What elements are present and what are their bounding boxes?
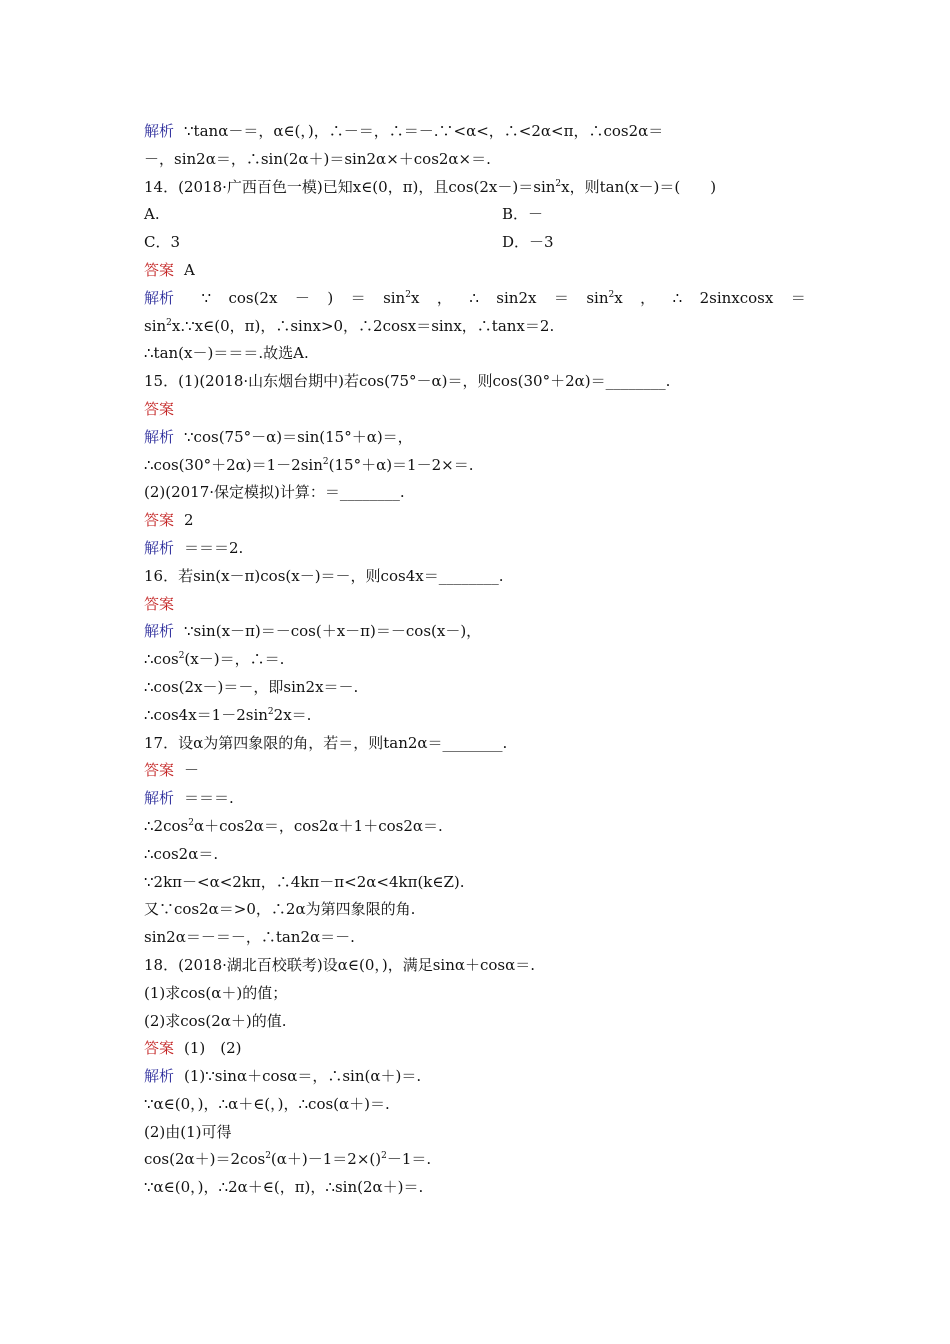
answer-label: 答案	[144, 399, 175, 418]
text-line	[144, 813, 806, 841]
line-text: (1)∵sinα＋cosα＝，∴sin(α＋)＝.	[184, 1067, 422, 1086]
text-line	[144, 563, 806, 591]
line-text: 2	[184, 511, 194, 530]
justified-token: ∴	[672, 288, 683, 307]
line-text: $\cos(2\alpha+)=2\cos^2(\alpha+)-1=2\times()^2-1=$.	[144, 1150, 432, 1169]
answer-label: 答案	[144, 761, 175, 780]
text-line	[144, 1119, 806, 1147]
line-text: ∵sin(x－π)＝－cos(＋x－π)＝－cos(x－)，	[184, 622, 482, 641]
text-line	[144, 757, 806, 785]
justified-token: 2sinxcosx	[699, 288, 774, 307]
text-line	[144, 952, 806, 980]
text-line	[144, 674, 806, 702]
line-text: A	[184, 260, 195, 279]
line-text: (2)求cos(2α＋)的值.	[144, 1011, 287, 1030]
text-line	[144, 313, 806, 341]
document-page	[144, 118, 806, 1202]
analysis-label: 解析	[144, 122, 175, 140]
text-line	[144, 702, 806, 730]
line-text: 16．若sin(x－π)cos(x－)＝－，则cos4x＝________.	[144, 566, 504, 585]
justified-token: ＝	[553, 288, 569, 307]
option-right: B．－	[502, 205, 544, 224]
text-line	[144, 285, 806, 313]
line-text: (2)由(1)可得	[144, 1122, 232, 1141]
line-text: ∵2kπ－<α<2kπ，∴4kπ－π<2α<4kπ(k∈Z).	[144, 872, 465, 891]
analysis-label: 解析	[144, 288, 175, 307]
analysis-label: 解析	[144, 1067, 175, 1086]
line-text: ∴cos2α＝.	[144, 844, 219, 863]
justified-token: $\sin^2x$	[383, 288, 420, 307]
line-text: ∵cos(75°－α)＝sin(15°＋α)＝，	[184, 427, 413, 446]
text-line	[144, 479, 806, 507]
analysis-label: 解析	[144, 427, 175, 446]
line-text: sin2α＝－＝－，∴tan2α＝－.	[144, 928, 355, 947]
analysis-label: 解析	[144, 622, 175, 641]
line-text: 14．(2018·广西百色一模)已知x∈(0，π)，且$\cos(2x-)=\sin^2x$，则tan(x－)＝( )	[144, 177, 717, 196]
text-line	[144, 535, 806, 563]
text-line	[144, 730, 806, 758]
text-line	[144, 257, 806, 285]
justified-token: ∵	[201, 288, 211, 307]
text-line	[144, 1146, 806, 1174]
line-text: $\therefore\cos^2(x-)=$，∴＝.	[144, 650, 285, 669]
line-text: ∵α∈(0，)，∴α＋∈(，)，∴cos(α＋)＝.	[144, 1094, 390, 1113]
text-line	[144, 1174, 806, 1202]
text-line	[144, 368, 806, 396]
justified-token: cos(2x	[228, 288, 278, 307]
justified-token: ，	[640, 288, 656, 307]
analysis-label: 解析	[144, 538, 175, 557]
justified-token: ＝	[790, 288, 806, 307]
justified-token: ∴	[469, 288, 479, 307]
justified-token: $\sin^2x$	[586, 288, 623, 307]
line-text: $\therefore\cos 4x=1-2\sin^22x=$.	[144, 705, 312, 724]
text-line	[144, 201, 806, 229]
answer-label: 答案	[144, 594, 175, 613]
line-text: ＝＝＝2.	[184, 538, 244, 557]
text-line	[144, 452, 806, 480]
text-line	[144, 340, 806, 368]
text-line	[144, 1035, 806, 1063]
text-line	[144, 924, 806, 952]
line-text: －	[184, 761, 200, 780]
line-text: 又∵cos2α＝>0，∴2α为第四象限的角.	[144, 900, 416, 919]
line-text: $\therefore\cos(30^\circ+2\alpha)=1-2\sin^2(15^\circ+\alpha)=1-2\times=$.	[144, 455, 474, 474]
text-line	[144, 841, 806, 869]
text-line	[144, 869, 806, 897]
justified-token: ，	[436, 288, 452, 307]
text-line	[144, 396, 806, 424]
justified-token: －	[294, 288, 310, 307]
text-line	[144, 591, 806, 619]
text-line	[144, 174, 806, 202]
text-line	[144, 1063, 806, 1091]
line-text: ∴tan(x－)＝＝＝.故选A.	[144, 344, 309, 363]
line-text: ∴cos(2x－)＝－，即sin2x＝－.	[144, 677, 359, 696]
line-text: $\therefore 2\cos^2\alpha+\cos 2\alpha=$，cos2α＋1＋cos2α＝.	[144, 816, 443, 835]
justified-token: ＝	[350, 288, 366, 307]
text-line	[144, 229, 806, 257]
line-text: $\sin^2x.\because x\in(0$，π)，∴sinx>0，∴2cosx＝sinx，∴tanx＝2.	[144, 316, 555, 335]
text-line	[144, 1008, 806, 1036]
line-text: (2)(2017·保定模拟)计算：＝________.	[144, 483, 405, 502]
answer-label: 答案	[144, 260, 175, 279]
line-text: 17．设α为第四象限的角，若＝，则tan2α＝________.	[144, 733, 508, 752]
justified-token: sin2x	[496, 288, 537, 307]
line-text: 15．(1)(2018·山东烟台期中)若cos(75°－α)＝，则cos(30°＋2α)＝________.	[144, 372, 671, 391]
text-line	[144, 146, 806, 174]
text-line	[144, 646, 806, 674]
analysis-label: 解析	[144, 789, 175, 808]
option-right: D．－3	[502, 233, 554, 252]
line-text: －，sin2α＝，∴sin(2α＋)＝sin2α×＋cos2α×＝.	[144, 149, 491, 168]
line-text: ∵α∈(0，)，∴2α＋∈(，π)，∴sin(2α＋)＝.	[144, 1178, 424, 1197]
text-line	[144, 1091, 806, 1119]
line-text: ∵tanα－＝，α∈(，)，∴－＝，∴＝－.∵<α<，∴<2α<π，∴cos2α＝	[184, 122, 664, 140]
text-line	[144, 896, 806, 924]
answer-label: 答案	[144, 1039, 175, 1058]
line-text: ＝＝＝.	[184, 789, 234, 808]
text-line	[144, 618, 806, 646]
line-text: (1)求cos(α＋)的值；	[144, 983, 288, 1002]
text-line	[144, 980, 806, 1008]
option-left: C．3	[144, 233, 181, 252]
line-text: 18．(2018·湖北百校联考)设α∈(0，)，满足sinα＋cosα＝.	[144, 955, 536, 974]
text-line	[144, 424, 806, 452]
text-line	[144, 507, 806, 535]
option-left: A.	[144, 205, 160, 224]
text-line	[144, 118, 806, 146]
text-line	[144, 785, 806, 813]
answer-label: 答案	[144, 511, 175, 530]
justified-token: )	[327, 288, 334, 307]
line-text: (1) (2)	[184, 1039, 242, 1058]
